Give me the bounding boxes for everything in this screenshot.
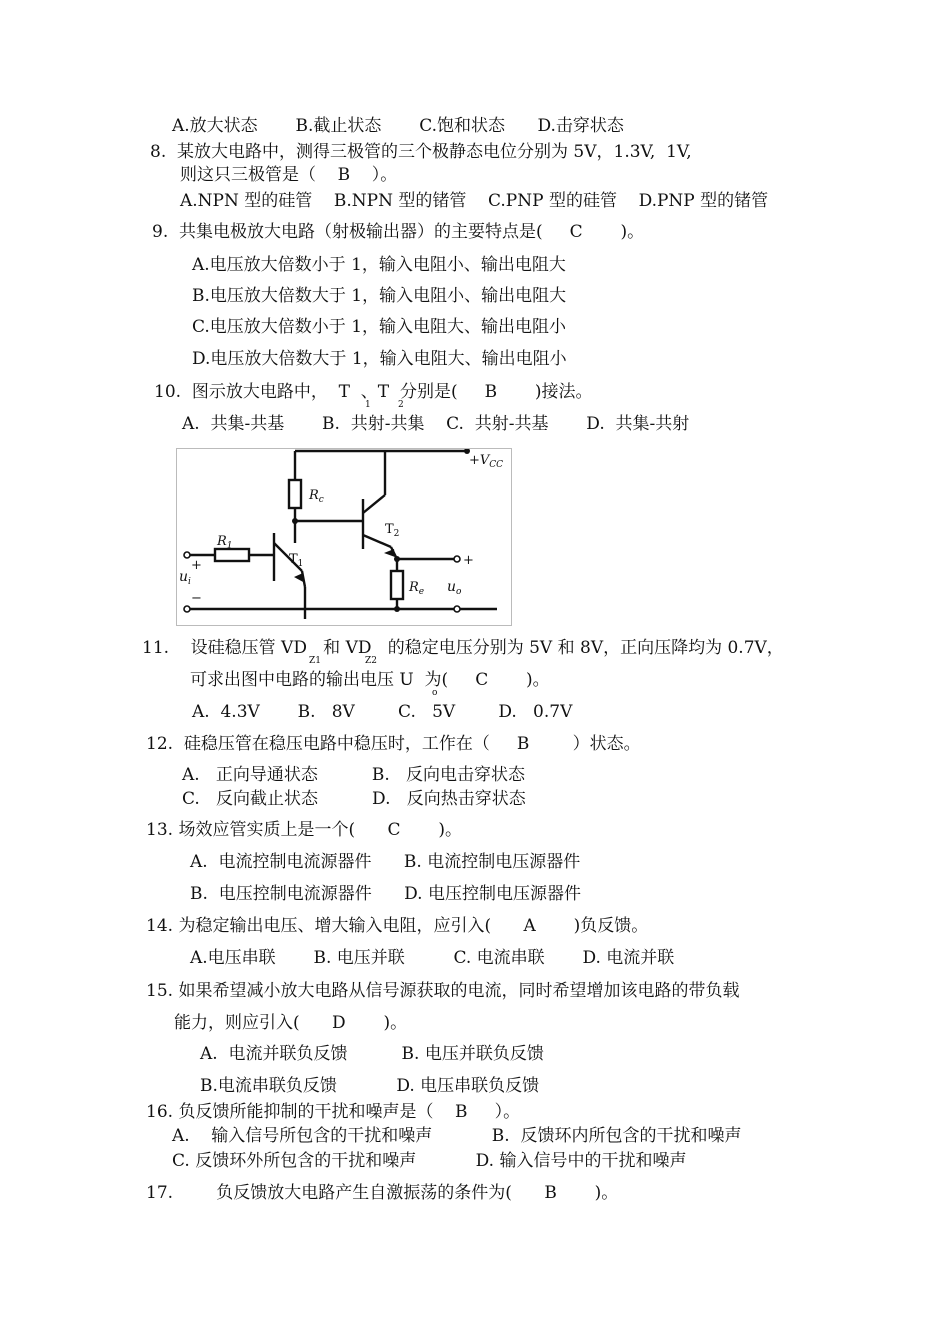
q11-vdz2-subscript: Z2 bbox=[365, 656, 377, 666]
q15-stem: 15. 如果希望减小放大电路从信号源获取的电流，同时希望增加该电路的带负载 bbox=[146, 981, 740, 1001]
q9-option-b: B.电压放大倍数大于 1，输入电阻小、输出电阻大 bbox=[192, 286, 567, 306]
q11-options: A. 4.3V B. 8V C. 5V D. 0.7V bbox=[192, 702, 573, 722]
t2-label: $T_2$ bbox=[385, 522, 400, 539]
uo-label: $u_o$ bbox=[447, 579, 462, 597]
amplifier-circuit-figure bbox=[176, 448, 512, 626]
q16-stem: 16. 负反馈所能抑制的干扰和噪声是（ B ）。 bbox=[146, 1102, 521, 1122]
q9-option-c: C.电压放大倍数小于 1，输入电阻大、输出电阻小 bbox=[192, 317, 567, 337]
q9-stem: 9. 共集电极放大电路（射极输出器）的主要特点是( C )。 bbox=[152, 222, 645, 242]
q14-options: A.电压串联 B. 电压并联 C. 电流串联 D. 电流并联 bbox=[190, 948, 675, 968]
re-label: $R_e$ bbox=[409, 580, 425, 597]
q10-options: A. 共集-共基 B. 共射-共集 C. 共射-共基 D. 共集-共射 bbox=[182, 414, 690, 434]
q11-stem-cont: 可求出图中电路的输出电压 U 为( C )。 bbox=[190, 670, 550, 690]
r1-label: $R_1$ bbox=[217, 534, 233, 551]
circuit-diagram bbox=[177, 449, 511, 625]
q10-stem: 10. 图示放大电路中， T 、T 分别是( B )接法。 bbox=[154, 382, 593, 402]
rc-label: $R_c$ bbox=[309, 488, 324, 505]
q8-stem-cont: 则这只三极管是（ B ）。 bbox=[180, 165, 398, 185]
q8-stem: 8. 某放大电路中，测得三极管的三个极静态电位分别为 5V，1.3V, 1V, bbox=[150, 142, 692, 162]
input-minus-label: − bbox=[191, 591, 202, 606]
q10-t2-subscript: 2 bbox=[398, 400, 404, 410]
q11-stem: 11. 设硅稳压管 VD 和 VD 的稳定电压分别为 5V 和 8V，正向压降均为 0.7V， bbox=[142, 638, 784, 658]
ui-label: $u_i$ bbox=[179, 569, 191, 587]
vcc-label: $+V_{CC}$ bbox=[469, 453, 504, 470]
output-minus-label: − bbox=[463, 602, 474, 617]
q12-stem: 12. 硅稳压管在稳压电路中稳压时，工作在（ B ）状态。 bbox=[146, 734, 641, 754]
q16-options-cd: C. 反馈环外所包含的干扰和噪声 D. 输入信号中的干扰和噪声 bbox=[172, 1151, 687, 1171]
q13-options-1: A. 电流控制电流源器件 B. 电流控制电压源器件 bbox=[190, 852, 581, 872]
q9-option-d: D.电压放大倍数大于 1，输入电阻大、输出电阻小 bbox=[192, 349, 567, 369]
q15-options-1: A. 电流并联负反馈 B. 电压并联负反馈 bbox=[200, 1044, 544, 1064]
q12-options-ab: A. 正向导通状态 B. 反向电击穿状态 bbox=[182, 765, 526, 785]
q7-options: A.放大状态 B.截止状态 C.饱和状态 D.击穿状态 bbox=[172, 116, 624, 136]
q11-uo-subscript: o bbox=[432, 688, 438, 698]
t1-label: $T_1$ bbox=[289, 552, 304, 569]
q11-vdz1-subscript: Z1 bbox=[309, 656, 321, 666]
q13-stem: 13. 场效应管实质上是一个( C )。 bbox=[146, 820, 462, 840]
output-plus-label: + bbox=[463, 553, 474, 568]
q10-t1-subscript: 1 bbox=[365, 400, 371, 410]
q14-stem: 14. 为稳定输出电压、增大输入电阻，应引入( A )负反馈。 bbox=[146, 916, 649, 936]
q9-option-a: A.电压放大倍数小于 1，输入电阻小、输出电阻大 bbox=[192, 255, 566, 275]
q13-options-2: B. 电压控制电流源器件 D. 电压控制电压源器件 bbox=[190, 884, 581, 904]
q16-options-ab: A. 输入信号所包含的干扰和噪声 B. 反馈环内所包含的干扰和噪声 bbox=[172, 1126, 742, 1146]
q15-options-2: B.电流串联负反馈 D. 电压串联负反馈 bbox=[200, 1076, 540, 1096]
q15-stem-cont: 能力，则应引入( D )。 bbox=[174, 1013, 408, 1033]
q17-stem: 17. 负反馈放大电路产生自激振荡的条件为( B )。 bbox=[146, 1183, 619, 1203]
q12-options-cd: C. 反向截止状态 D. 反向热击穿状态 bbox=[182, 789, 526, 809]
q8-options: A.NPN 型的硅管 B.NPN 型的锗管 C.PNP 型的硅管 D.PNP 型的锗管 bbox=[180, 191, 769, 211]
input-plus-label: + bbox=[191, 558, 202, 573]
